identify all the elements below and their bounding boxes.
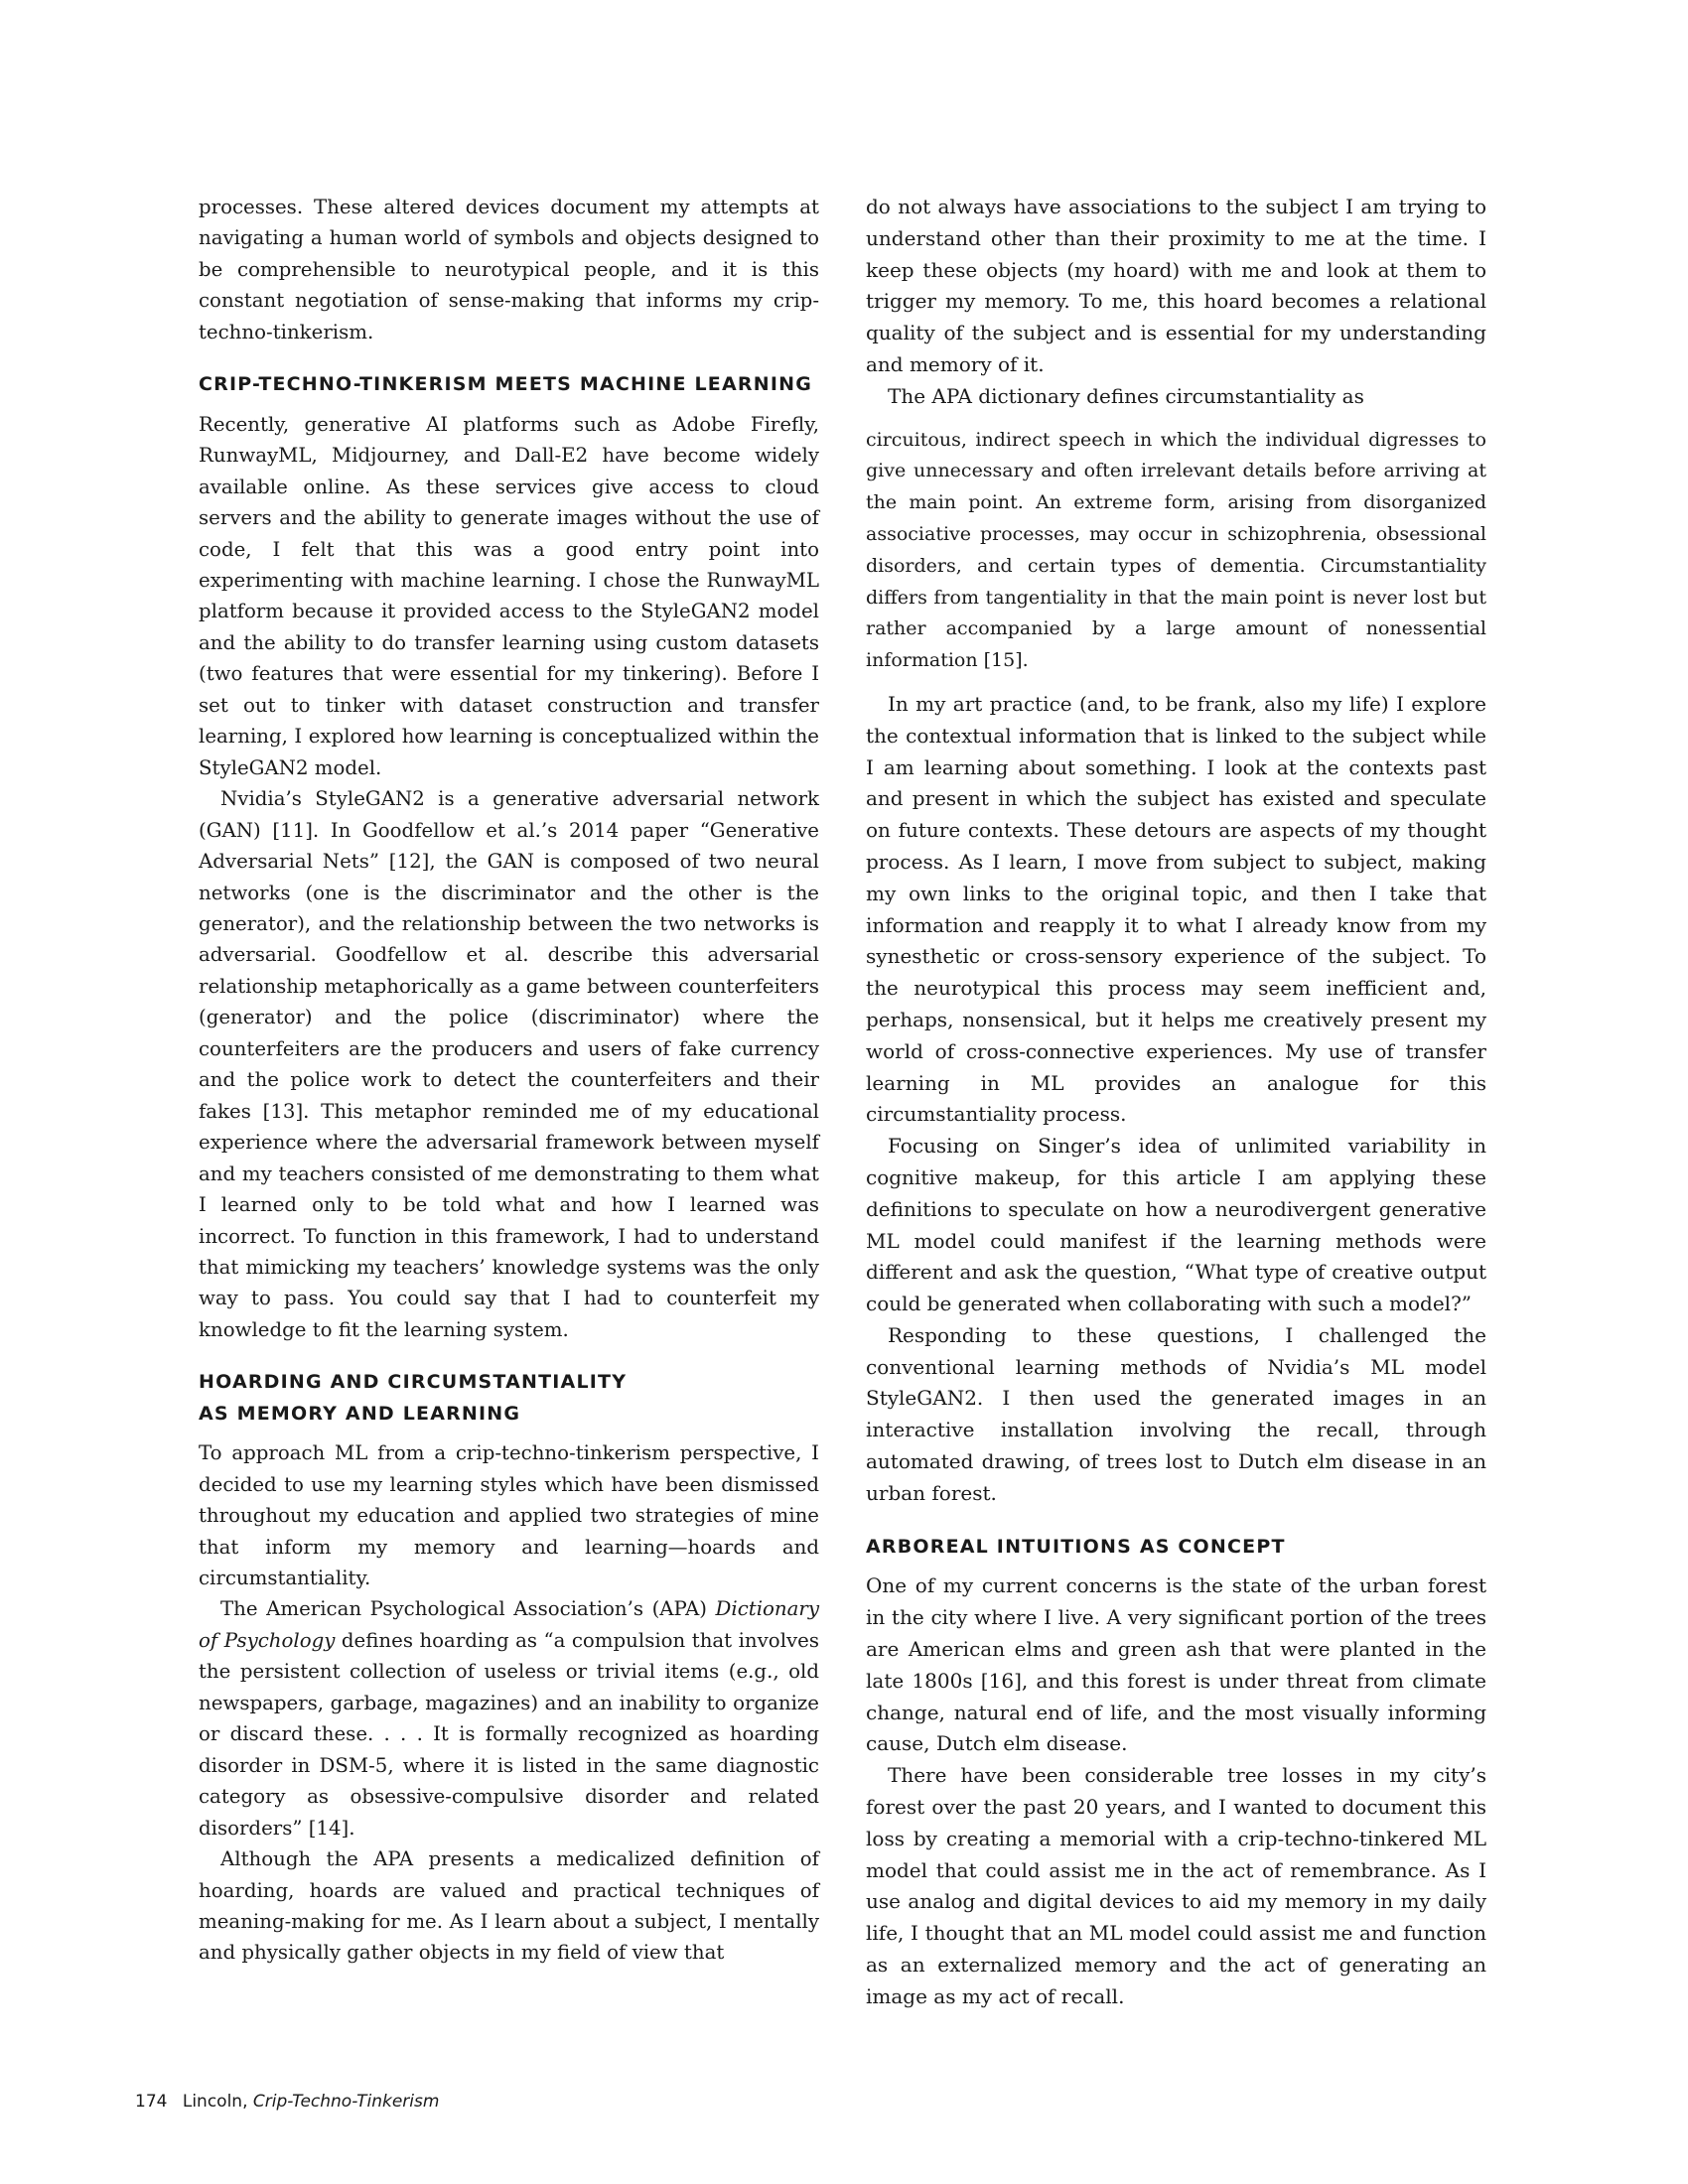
italic-title: Dictionary of Psychology — [199, 1597, 819, 1652]
section-heading: CRIP-TECHNO-TINKERISM MEETS MACHINE LEARNING — [199, 373, 812, 396]
quote-text: circuitous, indirect speech in which the individual digresses to give unnecessary and often irrelevant details before arriving at the main point. An extreme form, arising from disorganized associative processes, may occur in schizophrenia, obsessional disorders, and certain types of dementia. Circumstantiality differs from tangentiality in that the main point is never lost but rather accompanied by a large amount of nonessential information [15]. — [866, 428, 1486, 672]
section-heading: ARBOREAL INTUITIONS AS CONCEPT — [866, 1535, 1286, 1558]
text-run: defines hoarding as “a compulsion that involves the persistent collection of useless or trivial items (e.g., old newspapers, garbage, magazines) and an inability to organize or discard these. . . . It is formally recognized as hoarding disorder in DSM-5, where it is listed in the same diagnostic category as obsessive-compulsive disorder and related disorders” [14]. — [199, 1628, 819, 1840]
paragraph: There have been considerable tree losses in my city’s forest over the past 20 years, and I wanted to document this loss by creating a memorial with a crip-techno-tinkered ML model that could assist me in the act of remembrance. As I use analog and digital devices to aid my memory in my daily life, I thought that an ML model could assist me and function as an externalized memory and the act of generating an image as my act of recall. — [866, 1763, 1486, 2008]
paragraph: do not always have associations to the subject I am trying to understand other than their proximity to me at the time. I keep these objects (my hoard) with me and look at them to trigger my memory. To me, this hoard becomes a relational quality of the subject and is essential for my understanding and memory of it. — [866, 195, 1486, 376]
text-run: The American Psychological Association’s (APA) — [220, 1597, 716, 1621]
page-number: 174 — [135, 2092, 168, 2112]
paragraph: One of my current concerns is the state of the urban forest in the city where I live. A very significant portion of the trees are American elms and green ash that were planted in the late 1800s [16], and this forest is under threat from climate change, natural end of life, and the most visually informing cause, Dutch elm disease. — [866, 1573, 1486, 1756]
paragraph: In my art practice (and, to be frank, also my life) I explore the contextual information that is linked to the subject while I am learning about something. I look at the contexts past and present in which the subject has existed and speculate on future contexts. These detours are aspects of my thought process. As I learn, I move from subject to subject, making my own links to the original topic, and then I take that information and reapply it to what I already know from my synesthetic or cross-sensory experience of the subject. To the neurotypical this process may seem inefficient and, perhaps, nonsensical, but it helps me creatively present my world of cross-connective experiences. My use of transfer learning in ML provides an analogue for this circumstantiality process. — [866, 691, 1486, 1127]
footer-author: Lincoln, — [182, 2092, 248, 2112]
paragraph: Recently, generative AI platforms such as Adobe Firefly, RunwayML, Midjourney, and Dall-E2 have become widely available online. As these services give access to cloud servers and the ability to generate images without the use of code, I felt that this was a good entry point into experimenting with machine learning. I chose the RunwayML platform because it provided access to the StyleGAN2 model and the ability to do transfer learning using custom datasets (two features that were essential for my tinkering). Before I set out to tinker with dataset construction and transfer learning, I explored how learning is conceptualized within the StyleGAN2 model. — [199, 412, 819, 779]
section-heading-line: AS MEMORY AND LEARNING — [199, 1402, 521, 1425]
paragraph: The APA dictionary defines circumstantiality as — [888, 383, 1364, 408]
right-column — [866, 192, 1486, 2013]
block-quote — [866, 425, 1486, 677]
section-heading-line: HOARDING AND CIRCUMSTANTIALITY — [199, 1371, 628, 1394]
page-footer — [135, 2092, 439, 2112]
paragraph: Although the APA presents a medicalized definition of hoarding, hoards are valued and practical techniques of meaning-making for me. As I learn about a subject, I mentally and physically gather objects in my field of view that — [199, 1847, 819, 1965]
paragraph: To approach ML from a crip-techno-tinkerism perspective, I decided to use my learning styles which have been dismissed throughout my education and applied two strategies of mine that inform my memory and learning—hoards and circumstantiality. — [199, 1441, 819, 1590]
left-column — [199, 192, 819, 1969]
paragraph: processes. These altered devices document my attempts at navigating a human world of symbols and objects designed to be comprehensible to neurotypical people, and it is this constant negotiation of sense-making that informs my crip-techno-tinkerism. — [199, 196, 819, 343]
section-heading — [199, 1367, 819, 1430]
paragraph: Focusing on Singer’s idea of unlimited variability in cognitive makeup, for this article I am applying these definitions to speculate on how a neurodivergent generative ML model could manifest if the learning methods were different and ask the question, “What type of creative output could be generated when collaborating with such a model?” — [866, 1134, 1486, 1316]
footer-title: Crip-Techno-Tinkerism — [252, 2092, 440, 2112]
paragraph: Responding to these questions, I challenged the conventional learning methods of Nvidia’s ML model StyleGAN2. I then used the generated images in an interactive installation involving the recall, through automated drawing, of trees lost to Dutch elm disease in an urban forest. — [866, 1322, 1486, 1505]
paragraph — [199, 1593, 819, 1843]
paragraph: Nvidia’s StyleGAN2 is a generative adversarial network (GAN) [11]. In Goodfellow et al.’s 2014 paper “Generative Adversarial Nets” [12], the GAN is composed of two neural networks (one is the discriminator and the other is the generator), and the relationship between the two networks is adversarial. Goodfellow et al. describe this adversarial relationship metaphorically as a game between counterfeiters (generator) and the police (discriminator) where the counterfeiters are the producers and users of fake currency and the police work to detect the counterfeiters and their fakes [13]. This metaphor reminded me of my educational experience where the adversarial framework between myself and my teachers consisted of me demonstrating to them what I learned only to be told what and how I learned was incorrect. To function in this framework, I had to understand that mimicking my teachers’ knowledge systems was the only way to pass. You could say that I had to counterfeit my knowledge to fit the learning system. — [199, 787, 819, 1341]
